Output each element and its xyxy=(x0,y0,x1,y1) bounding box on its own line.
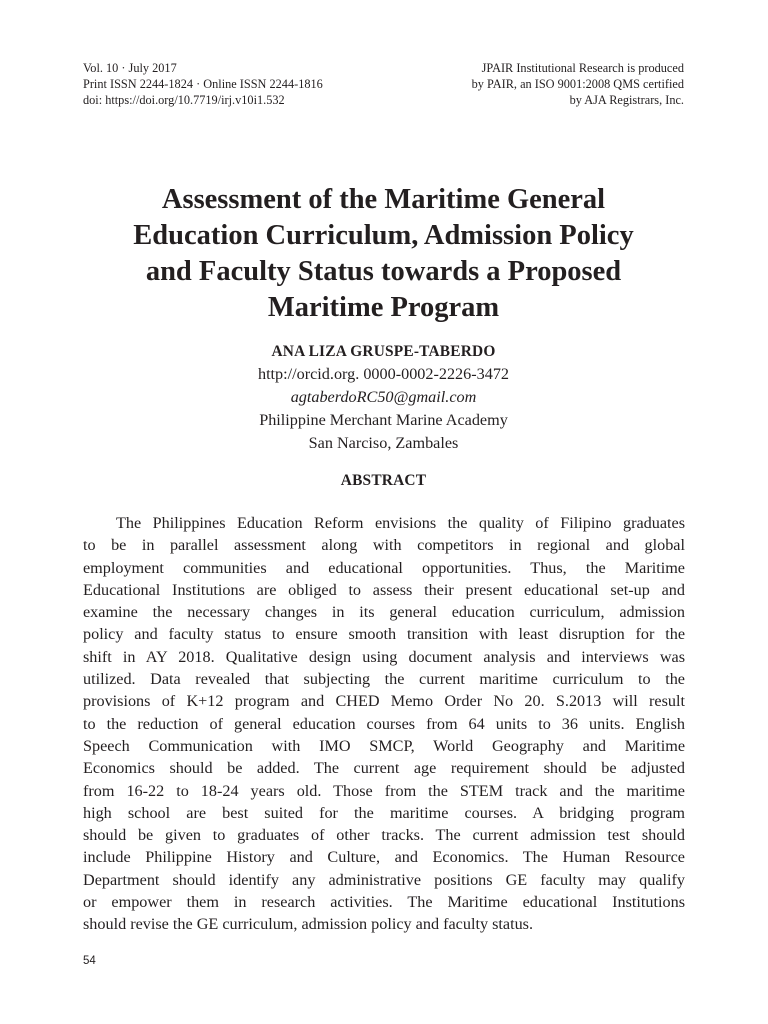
abstract-body xyxy=(83,512,685,936)
journal-info-right xyxy=(472,60,684,108)
title-line: Assessment of the Maritime General xyxy=(161,184,606,215)
producer-line: JPAIR Institutional Research is produced xyxy=(481,61,684,75)
author-email[interactable]: agtaberdoRC50@gmail.com xyxy=(290,388,477,406)
abstract-line: should revise the GE curriculum, admission policy and faculty status. xyxy=(83,915,534,934)
registrar-line: by AJA Registrars, Inc. xyxy=(569,93,684,107)
title-line: Maritime Program xyxy=(267,292,500,323)
abstract-line: from 16-22 to 18-24 years old. Those from the STEM track and the maritime xyxy=(83,781,685,800)
abstract-line: policy and faculty status to ensure smooth transition with least disruption for the xyxy=(83,625,685,644)
abstract-line: include Philippine History and Culture, and Economics. The Human Resource xyxy=(83,848,685,867)
abstract-line: The Philippines Education Reform envisions the quality of Filipino graduates xyxy=(116,514,685,532)
abstract-line: to be in parallel assessment along with competitors in regional and global xyxy=(83,536,685,555)
abstract-line: Speech Communication with IMO SMCP, World Geography and Maritime xyxy=(83,736,685,755)
abstract-line: employment communities and educational opportunities. Thus, the Maritime xyxy=(83,558,685,577)
abstract-line: to the reduction of general education courses from 64 units to 36 units. English xyxy=(83,714,685,733)
paper-title xyxy=(83,182,684,326)
title-line: Education Curriculum, Admission Policy xyxy=(133,220,634,251)
author-location: San Narciso, Zambales xyxy=(308,434,459,452)
author-name: ANA LIZA GRUSPE-TABERDO xyxy=(271,343,496,360)
doi-line: doi: https://doi.org/10.7719/irj.v10i1.532 xyxy=(83,93,285,107)
page-number: 54 xyxy=(83,955,96,967)
author-institution: Philippine Merchant Marine Academy xyxy=(259,411,508,429)
abstract-line: provisions of K+12 program and CHED Memo Order No 20. S.2013 will result xyxy=(83,692,685,711)
abstract-line: utilized. Data revealed that subjecting the current maritime curriculum to the xyxy=(83,670,685,689)
issn-line: Print ISSN 2244-1824 · Online ISSN 2244-1816 xyxy=(83,77,323,91)
journal-info-left xyxy=(83,60,323,108)
abstract-line: high school are best suited for the maritime courses. A bridging program xyxy=(83,803,685,822)
volume-date: Vol. 10 · July 2017 xyxy=(83,61,177,75)
author-block xyxy=(83,340,684,455)
abstract-line: shift in AY 2018. Qualitative design using document analysis and interviews was xyxy=(83,647,685,666)
abstract-line: or empower them in research activities. The Maritime educational Institutions xyxy=(83,893,685,912)
abstract-line: examine the necessary changes in its general education curriculum, admission xyxy=(83,603,685,622)
abstract-line: should be given to graduates of other tracks. The current admission test should xyxy=(83,826,685,845)
author-orcid[interactable]: http://orcid.org. 0000-0002-2226-3472 xyxy=(257,365,510,383)
abstract-line: Educational Institutions are obliged to assess their present educational set-up and xyxy=(83,580,685,599)
abstract-line: Department should identify any administrative positions GE faculty may qualify xyxy=(83,870,685,889)
title-line: and Faculty Status towards a Proposed xyxy=(145,256,622,287)
abstract-heading: ABSTRACT xyxy=(340,472,427,489)
certification-line: by PAIR, an ISO 9001:2008 QMS certified xyxy=(471,77,684,91)
abstract-line: Economics should be added. The current age requirement should be adjusted xyxy=(83,759,685,778)
